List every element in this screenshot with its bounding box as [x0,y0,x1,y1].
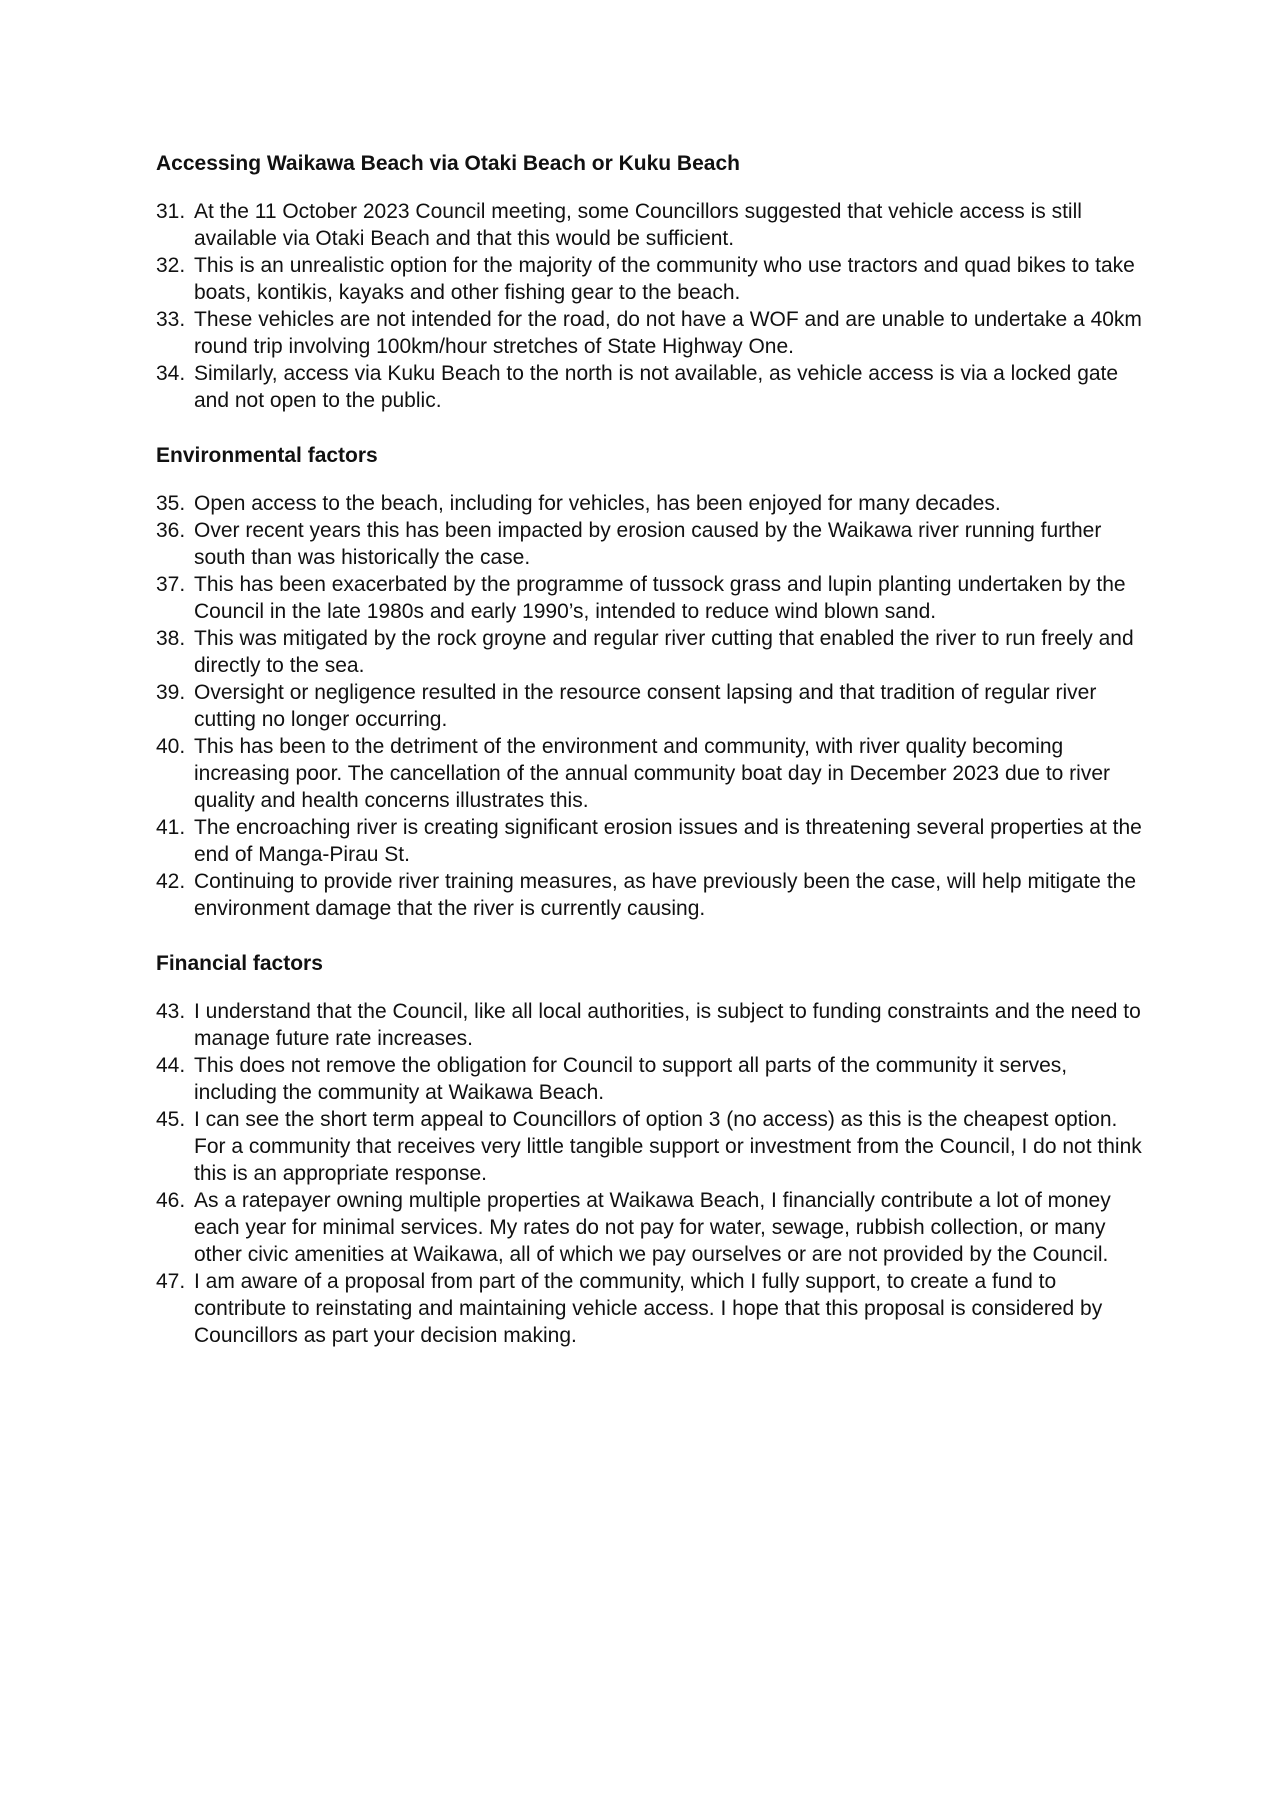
list-item [156,679,1146,733]
list-item [156,998,1146,1052]
list-item [156,814,1146,868]
document-page [156,150,1146,1377]
item-text: This does not remove the obligation for Council to support all parts of the community it serves, including the community at Waikawa Beach. [194,1054,1068,1104]
item-text: The encroaching river is creating significant erosion issues and is threatening several properties at the end of Manga-Pirau St. [194,816,1142,866]
numbered-list [156,998,1146,1349]
item-text: These vehicles are not intended for the road, do not have a WOF and are unable to undertake a 40km round trip involving 100km/hour stretches of State Highway One. [194,308,1142,358]
section-heading: Environmental factors [156,444,378,467]
item-number: 31. [156,200,186,223]
section-vehicle-access [156,150,1146,414]
list-item [156,571,1146,625]
item-text: Open access to the beach, including for vehicles, has been enjoyed for many decades. [194,492,1001,515]
item-number: 47. [156,1270,186,1293]
item-number: 44. [156,1054,186,1077]
item-text: Over recent years this has been impacted by erosion caused by the Waikawa river running further south than was historically the case. [194,519,1102,569]
list-item [156,868,1146,922]
item-text: This is an unrealistic option for the majority of the community who use tractors and quad bikes to take boats, kontikis, kayaks and other fishing gear to the beach. [194,254,1135,304]
item-number: 33. [156,308,186,331]
numbered-list [156,490,1146,922]
item-number: 45. [156,1108,186,1131]
item-number: 36. [156,519,186,542]
item-text: As a ratepayer owning multiple properties at Waikawa Beach, I financially contribute a lot of money each year for minimal services. My rates do not pay for water, sewage, rubbish collection, or many other civic amenities at Waikawa, all of which we pay ourselves or are not provided by the Council. [194,1189,1111,1266]
section-heading: Accessing Waikawa Beach via Otaki Beach or Kuku Beach [156,152,740,175]
item-number: 42. [156,870,186,893]
item-number: 38. [156,627,186,650]
item-text: I am aware of a proposal from part of the community, which I fully support, to create a fund to contribute to reinstating and maintaining vehicle access. I hope that this proposal is considered by Councillors as part your decision making. [194,1270,1103,1347]
item-text: I can see the short term appeal to Councillors of option 3 (no access) as this is the cheapest option. For a community that receives very little tangible support or investment from the Council, I do not think this is an appropriate response. [194,1108,1142,1185]
item-text: This was mitigated by the rock groyne and regular river cutting that enabled the river to run freely and directly to the sea. [194,627,1134,677]
list-item [156,252,1146,306]
section-financial-factors [156,950,1146,1349]
item-text: Oversight or negligence resulted in the resource consent lapsing and that tradition of regular river cutting no longer occurring. [194,681,1097,731]
section-environmental-factors [156,442,1146,922]
item-text: Continuing to provide river training measures, as have previously been the case, will help mitigate the environment damage that the river is currently causing. [194,870,1137,920]
list-item [156,1052,1146,1106]
item-text: This has been exacerbated by the programme of tussock grass and lupin planting undertaken by the Council in the late 1980s and early 1990’s, intended to reduce wind blown sand. [194,573,1126,623]
list-item [156,360,1146,414]
list-item [156,490,1146,517]
item-number: 32. [156,254,186,277]
list-item [156,1187,1146,1268]
list-item [156,198,1146,252]
item-number: 40. [156,735,186,758]
item-number: 46. [156,1189,186,1212]
numbered-list [156,198,1146,414]
item-text: Similarly, access via Kuku Beach to the north is not available, as vehicle access is via a locked gate and not open to the public. [194,362,1119,412]
item-number: 35. [156,492,186,515]
list-item [156,625,1146,679]
section-heading: Financial factors [156,952,323,975]
item-text: At the 11 October 2023 Council meeting, some Councillors suggested that vehicle access is still available via Otaki Beach and that this would be sufficient. [194,200,1082,250]
list-item [156,1106,1146,1187]
item-number: 43. [156,1000,186,1023]
list-item [156,306,1146,360]
item-number: 39. [156,681,186,704]
item-number: 37. [156,573,186,596]
list-item [156,733,1146,814]
list-item [156,517,1146,571]
list-item [156,1268,1146,1349]
item-number: 41. [156,816,186,839]
item-number: 34. [156,362,186,385]
item-text: I understand that the Council, like all local authorities, is subject to funding constraints and the need to manage future rate increases. [194,1000,1141,1050]
item-text: This has been to the detriment of the environment and community, with river quality becoming increasing poor. The cancellation of the annual community boat day in December 2023 due to river quality and health concerns illustrates this. [194,735,1110,812]
